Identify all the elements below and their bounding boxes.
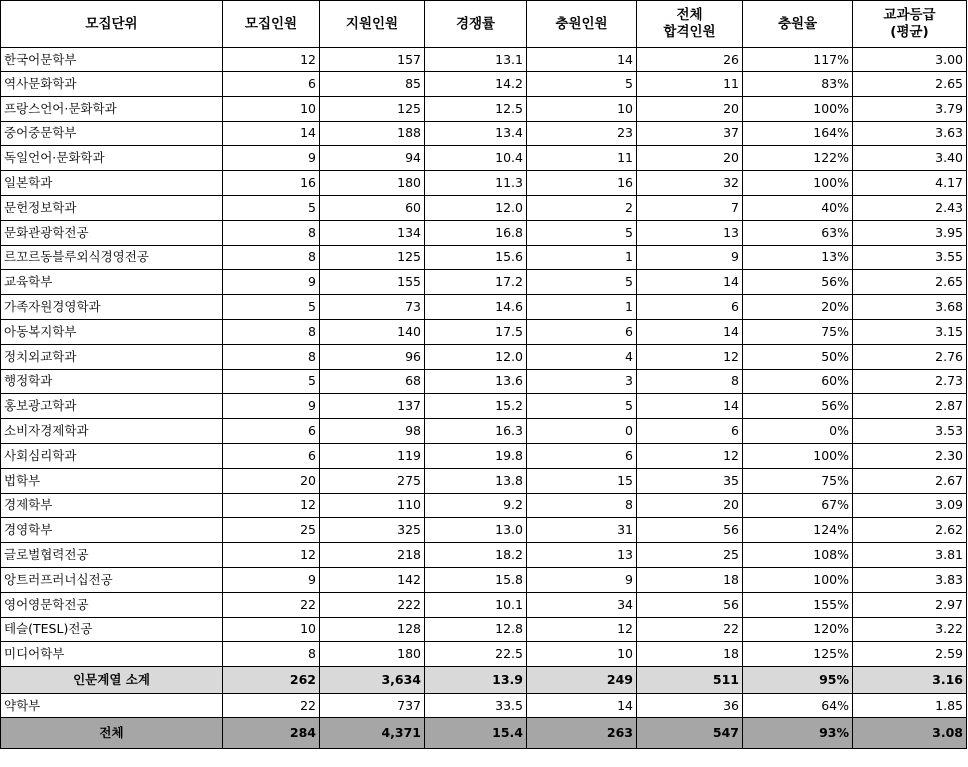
cell-unit: 홍보광고학과 xyxy=(1,394,223,419)
cell-additional: 8 xyxy=(527,493,637,518)
cell-additional: 14 xyxy=(527,48,637,72)
table-row xyxy=(1,245,967,270)
cell-total-admitted: 11 xyxy=(637,72,743,97)
cell-total-admitted: 13 xyxy=(637,220,743,245)
cell-quota: 8 xyxy=(223,642,320,667)
cell-competition: 13.8 xyxy=(425,468,527,493)
cell-grade-avg: 2.73 xyxy=(853,369,967,394)
cell-grade-avg: 3.81 xyxy=(853,543,967,568)
cell-quota: 8 xyxy=(223,220,320,245)
cell-unit: 가족자원경영학과 xyxy=(1,295,223,320)
cell-fill-rate: 75% xyxy=(743,319,853,344)
cell-applicants: 3,634 xyxy=(320,667,425,694)
cell-applicants: 73 xyxy=(320,295,425,320)
col-header-unit: 모집단위 xyxy=(1,1,223,48)
cell-competition: 16.3 xyxy=(425,419,527,444)
cell-unit: 경영학부 xyxy=(1,518,223,543)
table-row xyxy=(1,72,967,97)
cell-grade-avg: 4.17 xyxy=(853,171,967,196)
table-row xyxy=(1,96,967,121)
cell-unit: 교육학부 xyxy=(1,270,223,295)
col-header-fill-rate: 충원율 xyxy=(743,1,853,48)
cell-fill-rate: 95% xyxy=(743,667,853,694)
table-row xyxy=(1,319,967,344)
cell-total-admitted: 25 xyxy=(637,543,743,568)
cell-additional: 31 xyxy=(527,518,637,543)
cell-competition: 13.6 xyxy=(425,369,527,394)
table-row xyxy=(1,195,967,220)
cell-unit: 역사문화학과 xyxy=(1,72,223,97)
table-body xyxy=(1,48,967,749)
table-row xyxy=(1,171,967,196)
cell-additional: 9 xyxy=(527,567,637,592)
cell-grade-avg: 3.63 xyxy=(853,121,967,146)
cell-unit: 약학부 xyxy=(1,693,223,718)
table-row xyxy=(1,146,967,171)
cell-unit: 테슬(TESL)전공 xyxy=(1,617,223,642)
cell-unit: 사회심리학과 xyxy=(1,443,223,468)
cell-additional: 16 xyxy=(527,171,637,196)
cell-competition: 15.4 xyxy=(425,718,527,749)
cell-unit: 영어영문학전공 xyxy=(1,592,223,617)
table-row xyxy=(1,443,967,468)
cell-additional: 5 xyxy=(527,270,637,295)
cell-competition: 12.0 xyxy=(425,195,527,220)
cell-unit: 앙트러프러너십전공 xyxy=(1,567,223,592)
cell-grade-avg: 1.85 xyxy=(853,693,967,718)
cell-applicants: 128 xyxy=(320,617,425,642)
cell-fill-rate: 120% xyxy=(743,617,853,642)
cell-total-admitted: 9 xyxy=(637,245,743,270)
cell-applicants: 140 xyxy=(320,319,425,344)
cell-total-admitted: 547 xyxy=(637,718,743,749)
cell-additional: 23 xyxy=(527,121,637,146)
cell-competition: 13.9 xyxy=(425,667,527,694)
cell-total-admitted: 20 xyxy=(637,146,743,171)
cell-quota: 8 xyxy=(223,245,320,270)
cell-quota: 6 xyxy=(223,443,320,468)
cell-fill-rate: 56% xyxy=(743,394,853,419)
cell-applicants: 98 xyxy=(320,419,425,444)
cell-additional: 263 xyxy=(527,718,637,749)
cell-additional: 6 xyxy=(527,443,637,468)
cell-total-admitted: 511 xyxy=(637,667,743,694)
cell-quota: 9 xyxy=(223,146,320,171)
cell-total-admitted: 36 xyxy=(637,693,743,718)
cell-additional: 2 xyxy=(527,195,637,220)
table-row xyxy=(1,518,967,543)
cell-applicants: 137 xyxy=(320,394,425,419)
cell-applicants: 325 xyxy=(320,518,425,543)
cell-unit: 정치외교학과 xyxy=(1,344,223,369)
cell-grade-avg: 2.87 xyxy=(853,394,967,419)
cell-grade-avg: 3.08 xyxy=(853,718,967,749)
cell-applicants: 222 xyxy=(320,592,425,617)
cell-applicants: 110 xyxy=(320,493,425,518)
cell-unit: 문화관광학전공 xyxy=(1,220,223,245)
cell-quota: 8 xyxy=(223,344,320,369)
cell-competition: 33.5 xyxy=(425,693,527,718)
cell-fill-rate: 67% xyxy=(743,493,853,518)
cell-total-admitted: 22 xyxy=(637,617,743,642)
cell-total-admitted: 6 xyxy=(637,295,743,320)
cell-total-admitted: 56 xyxy=(637,592,743,617)
table-row xyxy=(1,394,967,419)
col-header-grade-avg: 교과등급 (평균) xyxy=(853,1,967,48)
cell-unit: 문헌정보학과 xyxy=(1,195,223,220)
cell-fill-rate: 125% xyxy=(743,642,853,667)
cell-quota: 12 xyxy=(223,543,320,568)
cell-quota: 8 xyxy=(223,319,320,344)
cell-grade-avg: 3.68 xyxy=(853,295,967,320)
cell-applicants: 94 xyxy=(320,146,425,171)
cell-grade-avg: 2.97 xyxy=(853,592,967,617)
cell-additional: 14 xyxy=(527,693,637,718)
table-row xyxy=(1,567,967,592)
cell-unit: 글로벌협력전공 xyxy=(1,543,223,568)
cell-quota: 22 xyxy=(223,693,320,718)
cell-fill-rate: 20% xyxy=(743,295,853,320)
cell-fill-rate: 64% xyxy=(743,693,853,718)
cell-unit: 법학부 xyxy=(1,468,223,493)
cell-grade-avg: 2.62 xyxy=(853,518,967,543)
header-row xyxy=(1,1,967,48)
cell-fill-rate: 75% xyxy=(743,468,853,493)
table-row xyxy=(1,617,967,642)
cell-applicants: 85 xyxy=(320,72,425,97)
cell-fill-rate: 100% xyxy=(743,567,853,592)
cell-quota: 6 xyxy=(223,72,320,97)
cell-additional: 12 xyxy=(527,617,637,642)
cell-grade-avg: 2.65 xyxy=(853,270,967,295)
table-row xyxy=(1,369,967,394)
cell-fill-rate: 93% xyxy=(743,718,853,749)
cell-total-admitted: 20 xyxy=(637,96,743,121)
cell-competition: 12.5 xyxy=(425,96,527,121)
table-row xyxy=(1,419,967,444)
cell-applicants: 180 xyxy=(320,642,425,667)
cell-fill-rate: 50% xyxy=(743,344,853,369)
col-header-quota: 모집인원 xyxy=(223,1,320,48)
cell-quota: 9 xyxy=(223,270,320,295)
cell-total-admitted: 6 xyxy=(637,419,743,444)
cell-additional: 34 xyxy=(527,592,637,617)
table-row xyxy=(1,295,967,320)
cell-unit: 소비자경제학과 xyxy=(1,419,223,444)
table-row xyxy=(1,48,967,72)
cell-additional: 13 xyxy=(527,543,637,568)
cell-grade-avg: 2.65 xyxy=(853,72,967,97)
cell-unit: 중어중문학부 xyxy=(1,121,223,146)
cell-fill-rate: 122% xyxy=(743,146,853,171)
cell-total-admitted: 12 xyxy=(637,344,743,369)
cell-competition: 15.6 xyxy=(425,245,527,270)
cell-quota: 284 xyxy=(223,718,320,749)
cell-fill-rate: 13% xyxy=(743,245,853,270)
cell-total-admitted: 35 xyxy=(637,468,743,493)
cell-quota: 10 xyxy=(223,96,320,121)
cell-additional: 1 xyxy=(527,295,637,320)
cell-competition: 16.8 xyxy=(425,220,527,245)
cell-competition: 15.2 xyxy=(425,394,527,419)
cell-grade-avg: 3.95 xyxy=(853,220,967,245)
cell-quota: 14 xyxy=(223,121,320,146)
cell-applicants: 60 xyxy=(320,195,425,220)
cell-competition: 19.8 xyxy=(425,443,527,468)
cell-applicants: 4,371 xyxy=(320,718,425,749)
cell-total-admitted: 14 xyxy=(637,394,743,419)
table-row xyxy=(1,642,967,667)
cell-applicants: 188 xyxy=(320,121,425,146)
cell-applicants: 157 xyxy=(320,48,425,72)
cell-grade-avg: 3.83 xyxy=(853,567,967,592)
cell-applicants: 125 xyxy=(320,96,425,121)
cell-quota: 9 xyxy=(223,567,320,592)
cell-fill-rate: 0% xyxy=(743,419,853,444)
cell-unit: 아동복지학부 xyxy=(1,319,223,344)
cell-applicants: 119 xyxy=(320,443,425,468)
cell-grade-avg: 2.30 xyxy=(853,443,967,468)
table-row xyxy=(1,493,967,518)
cell-additional: 4 xyxy=(527,344,637,369)
cell-total-admitted: 20 xyxy=(637,493,743,518)
cell-total-admitted: 8 xyxy=(637,369,743,394)
cell-quota: 12 xyxy=(223,48,320,72)
cell-competition: 15.8 xyxy=(425,567,527,592)
cell-applicants: 275 xyxy=(320,468,425,493)
table-row xyxy=(1,543,967,568)
cell-additional: 5 xyxy=(527,72,637,97)
cell-applicants: 155 xyxy=(320,270,425,295)
cell-competition: 17.2 xyxy=(425,270,527,295)
col-header-additional: 충원인원 xyxy=(527,1,637,48)
cell-total-admitted: 12 xyxy=(637,443,743,468)
cell-quota: 262 xyxy=(223,667,320,694)
cell-additional: 6 xyxy=(527,319,637,344)
cell-competition: 13.0 xyxy=(425,518,527,543)
cell-fill-rate: 40% xyxy=(743,195,853,220)
cell-unit: 르꼬르동블루외식경영전공 xyxy=(1,245,223,270)
cell-fill-rate: 124% xyxy=(743,518,853,543)
cell-grade-avg: 3.00 xyxy=(853,48,967,72)
table-row xyxy=(1,693,967,718)
cell-competition: 10.4 xyxy=(425,146,527,171)
cell-grade-avg: 2.67 xyxy=(853,468,967,493)
cell-total-admitted: 7 xyxy=(637,195,743,220)
cell-applicants: 142 xyxy=(320,567,425,592)
cell-additional: 0 xyxy=(527,419,637,444)
cell-competition: 12.8 xyxy=(425,617,527,642)
cell-grade-avg: 3.22 xyxy=(853,617,967,642)
table-row xyxy=(1,270,967,295)
cell-quota: 5 xyxy=(223,295,320,320)
cell-total-admitted: 32 xyxy=(637,171,743,196)
cell-grade-avg: 2.43 xyxy=(853,195,967,220)
cell-additional: 10 xyxy=(527,96,637,121)
table-row xyxy=(1,121,967,146)
cell-applicants: 96 xyxy=(320,344,425,369)
cell-unit: 한국어문학부 xyxy=(1,48,223,72)
col-header-total-admitted: 전체 합격인원 xyxy=(637,1,743,48)
cell-unit: 독일언어·문화학과 xyxy=(1,146,223,171)
cell-applicants: 180 xyxy=(320,171,425,196)
cell-additional: 3 xyxy=(527,369,637,394)
cell-additional: 11 xyxy=(527,146,637,171)
col-header-competition: 경쟁률 xyxy=(425,1,527,48)
cell-competition: 18.2 xyxy=(425,543,527,568)
cell-fill-rate: 56% xyxy=(743,270,853,295)
cell-fill-rate: 155% xyxy=(743,592,853,617)
cell-unit: 전체 xyxy=(1,718,223,749)
cell-applicants: 125 xyxy=(320,245,425,270)
cell-quota: 16 xyxy=(223,171,320,196)
cell-fill-rate: 100% xyxy=(743,443,853,468)
cell-grade-avg: 3.09 xyxy=(853,493,967,518)
cell-total-admitted: 37 xyxy=(637,121,743,146)
cell-total-admitted: 14 xyxy=(637,270,743,295)
cell-fill-rate: 117% xyxy=(743,48,853,72)
cell-fill-rate: 100% xyxy=(743,171,853,196)
cell-competition: 12.0 xyxy=(425,344,527,369)
cell-total-admitted: 26 xyxy=(637,48,743,72)
cell-grade-avg: 3.16 xyxy=(853,667,967,694)
cell-quota: 5 xyxy=(223,369,320,394)
cell-fill-rate: 83% xyxy=(743,72,853,97)
cell-total-admitted: 18 xyxy=(637,642,743,667)
cell-quota: 5 xyxy=(223,195,320,220)
cell-quota: 10 xyxy=(223,617,320,642)
cell-quota: 22 xyxy=(223,592,320,617)
cell-grade-avg: 3.55 xyxy=(853,245,967,270)
cell-competition: 13.1 xyxy=(425,48,527,72)
cell-fill-rate: 164% xyxy=(743,121,853,146)
cell-fill-rate: 100% xyxy=(743,96,853,121)
table-row xyxy=(1,592,967,617)
cell-competition: 14.6 xyxy=(425,295,527,320)
cell-applicants: 134 xyxy=(320,220,425,245)
cell-additional: 5 xyxy=(527,394,637,419)
cell-grade-avg: 3.40 xyxy=(853,146,967,171)
cell-quota: 20 xyxy=(223,468,320,493)
cell-competition: 9.2 xyxy=(425,493,527,518)
table-row xyxy=(1,468,967,493)
cell-unit: 경제학부 xyxy=(1,493,223,518)
cell-additional: 10 xyxy=(527,642,637,667)
cell-total-admitted: 56 xyxy=(637,518,743,543)
table-row xyxy=(1,220,967,245)
cell-applicants: 68 xyxy=(320,369,425,394)
cell-competition: 10.1 xyxy=(425,592,527,617)
cell-additional: 1 xyxy=(527,245,637,270)
cell-quota: 6 xyxy=(223,419,320,444)
cell-additional: 5 xyxy=(527,220,637,245)
cell-unit: 행정학과 xyxy=(1,369,223,394)
cell-applicants: 737 xyxy=(320,693,425,718)
cell-fill-rate: 63% xyxy=(743,220,853,245)
cell-competition: 22.5 xyxy=(425,642,527,667)
cell-competition: 11.3 xyxy=(425,171,527,196)
cell-applicants: 218 xyxy=(320,543,425,568)
cell-quota: 9 xyxy=(223,394,320,419)
table-row xyxy=(1,344,967,369)
cell-competition: 17.5 xyxy=(425,319,527,344)
cell-grade-avg: 3.53 xyxy=(853,419,967,444)
cell-grade-avg: 3.15 xyxy=(853,319,967,344)
cell-fill-rate: 60% xyxy=(743,369,853,394)
total-row xyxy=(1,718,967,749)
cell-unit: 인문계열 소계 xyxy=(1,667,223,694)
cell-unit: 프랑스언어·문화학과 xyxy=(1,96,223,121)
cell-competition: 14.2 xyxy=(425,72,527,97)
cell-unit: 일본학과 xyxy=(1,171,223,196)
cell-grade-avg: 3.79 xyxy=(853,96,967,121)
cell-competition: 13.4 xyxy=(425,121,527,146)
cell-additional: 249 xyxy=(527,667,637,694)
cell-unit: 미디어학부 xyxy=(1,642,223,667)
col-header-applicants: 지원인원 xyxy=(320,1,425,48)
cell-grade-avg: 2.76 xyxy=(853,344,967,369)
cell-quota: 12 xyxy=(223,493,320,518)
cell-grade-avg: 2.59 xyxy=(853,642,967,667)
cell-quota: 25 xyxy=(223,518,320,543)
cell-total-admitted: 18 xyxy=(637,567,743,592)
cell-fill-rate: 108% xyxy=(743,543,853,568)
subtotal-row xyxy=(1,667,967,694)
cell-additional: 15 xyxy=(527,468,637,493)
cell-total-admitted: 14 xyxy=(637,319,743,344)
